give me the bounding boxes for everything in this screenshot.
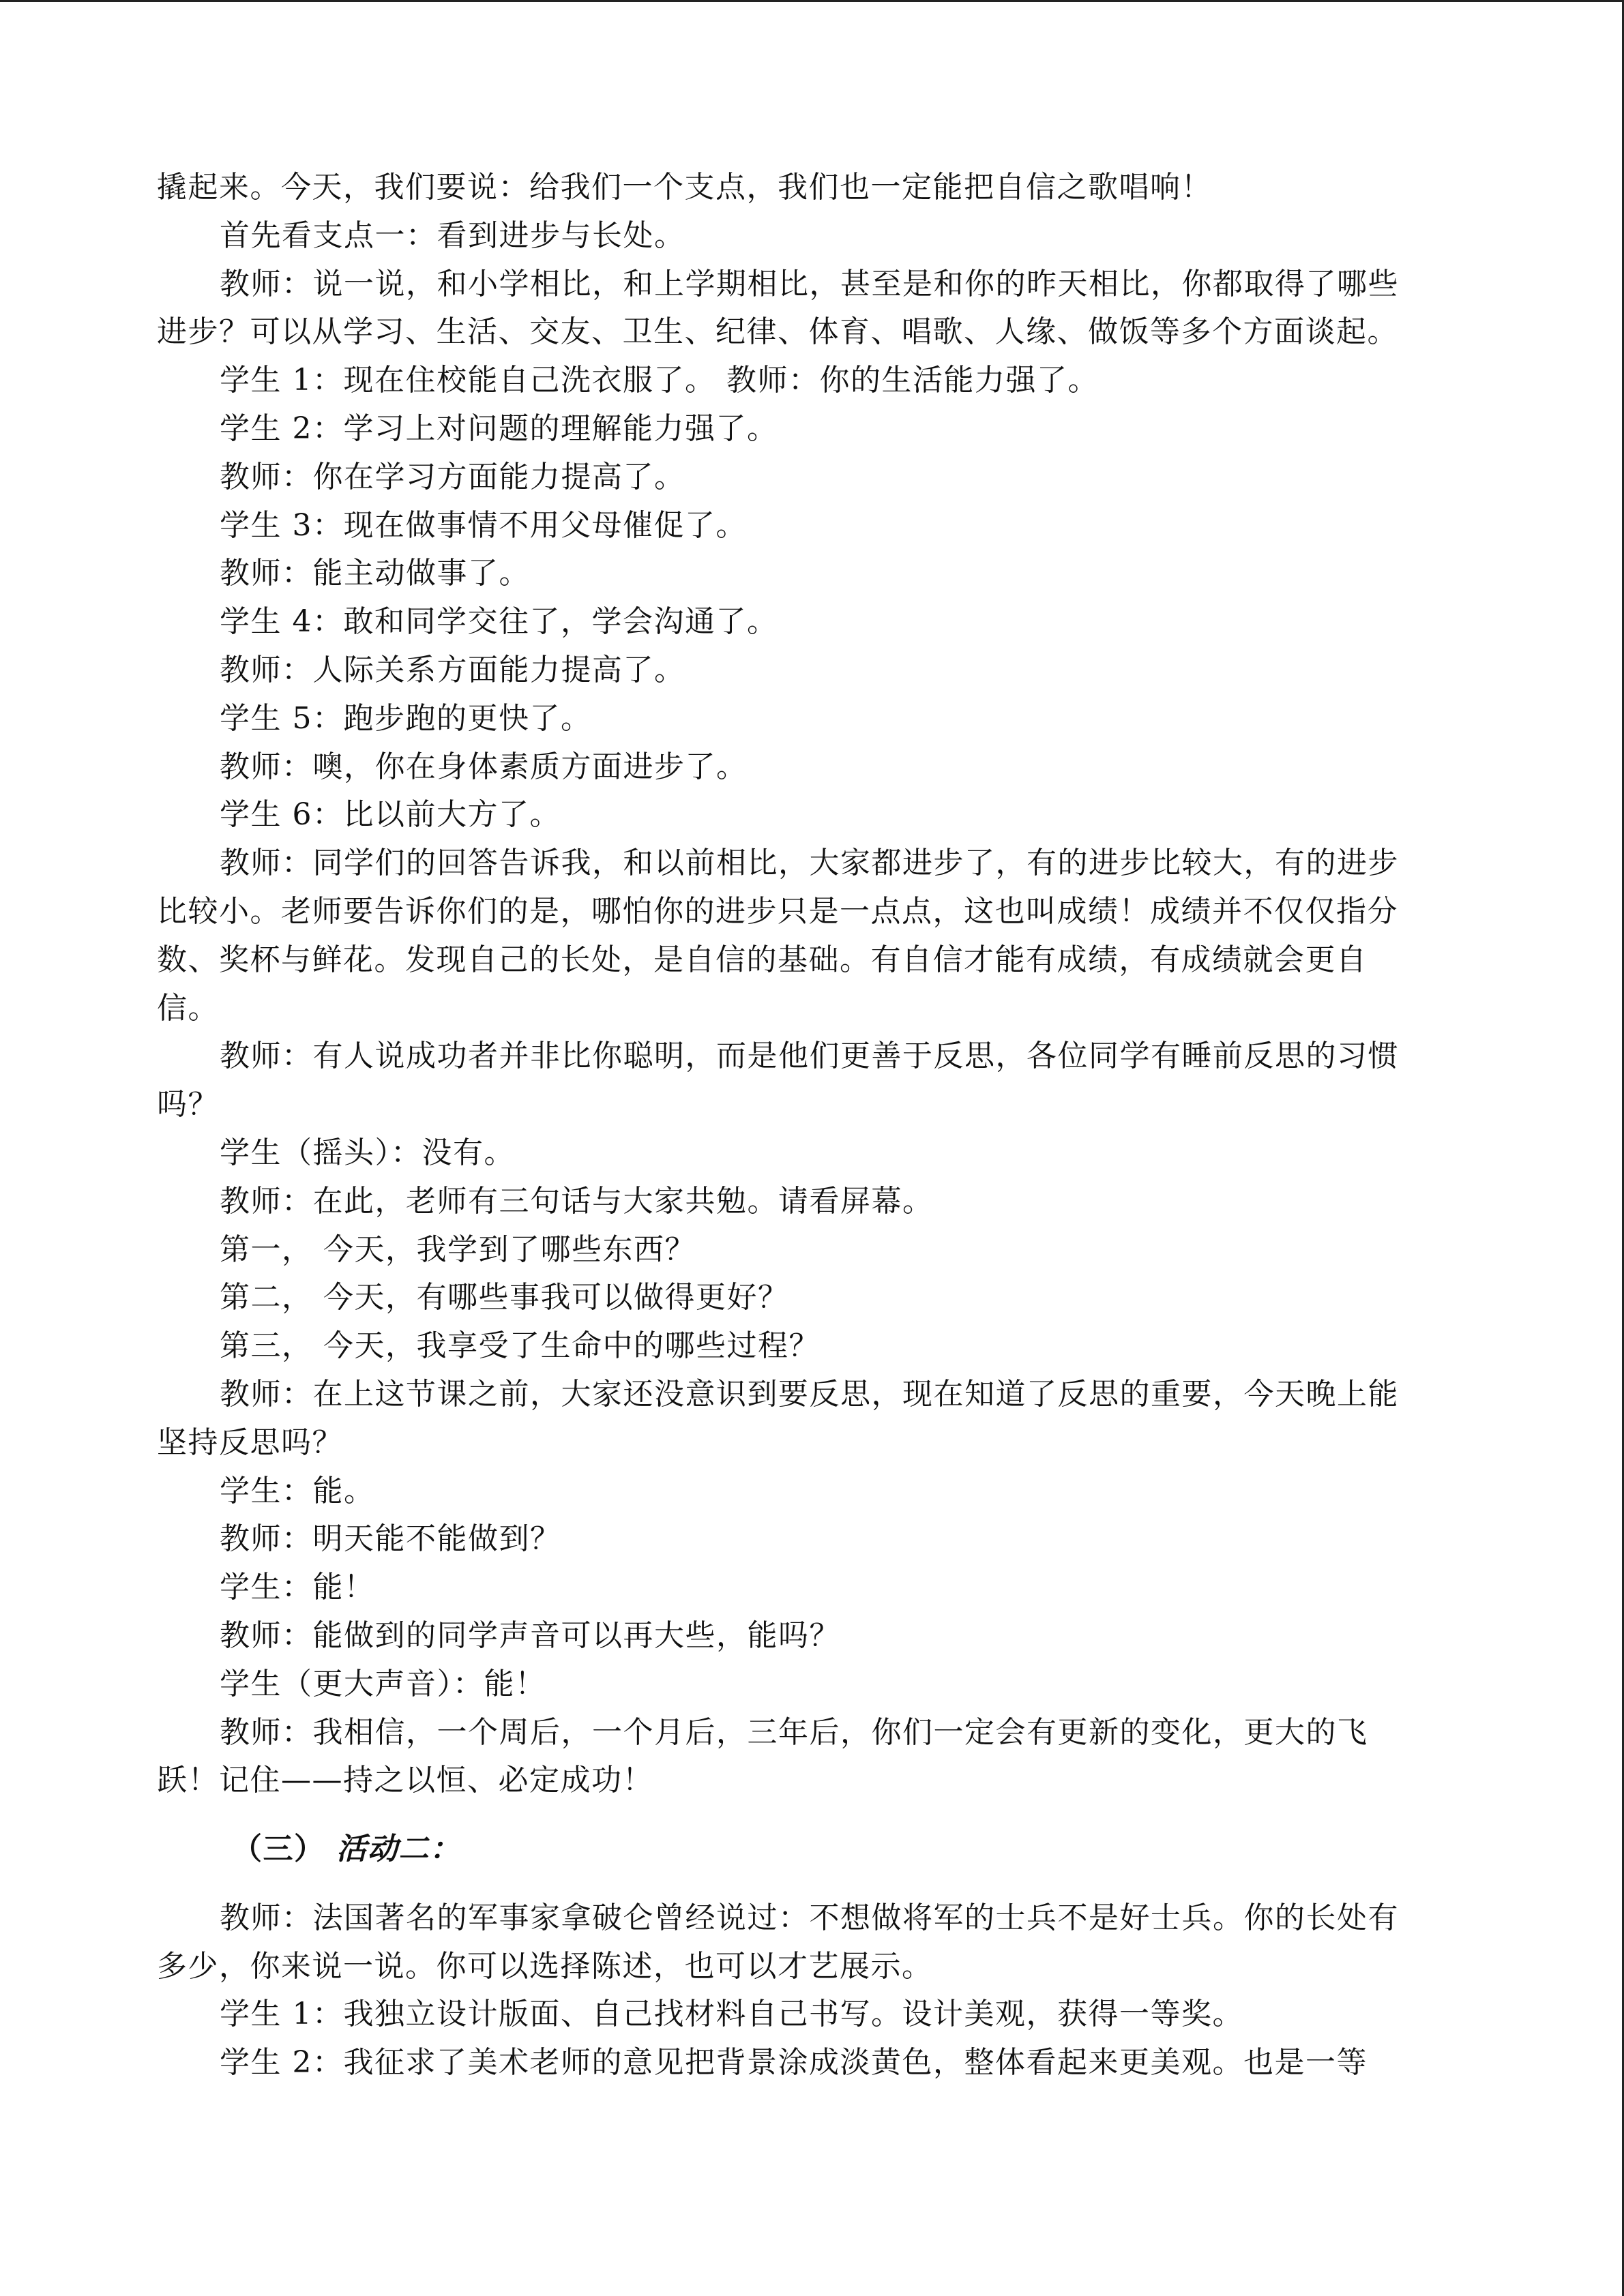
text-line: 学生 2：我征求了美术老师的意见把背景涂成淡黄色，整体看起来更美观。也是一等	[220, 2045, 1368, 2081]
text-line: 第二， 今天，有哪些事我可以做得更好？	[220, 1280, 789, 1315]
text-line: 学生 4：敢和同学交往了，学会沟通了。	[220, 604, 778, 640]
text-line: 撬起来。今天，我们要说：给我们一个支点，我们也一定能把自信之歌唱响！	[157, 170, 1212, 205]
text-line: 教师：说一说，和小学相比，和上学期相比，甚至是和你的昨天相比，你都取得了哪些	[220, 266, 1399, 301]
section-number: （三）	[232, 1832, 325, 1867]
text-line: 教师：你在学习方面能力提高了。	[220, 459, 685, 494]
text-line: 教师：能主动做事了。	[220, 556, 530, 591]
text-line: 教师：明天能不能做到？	[220, 1521, 561, 1557]
text-line: 教师：在上这节课之前，大家还没意识到要反思，现在知道了反思的重要，今天晚上能	[220, 1376, 1399, 1412]
text-line: 比较小。老师要告诉你们的是，哪怕你的进步只是一点点，这也叫成绩！成绩并不仅仅指分	[157, 893, 1398, 929]
text-line: 信。	[157, 990, 219, 1026]
paragraph-block	[157, 1894, 1466, 2087]
text-line: 教师：法国著名的军事家拿破仑曾经说过：不想做将军的士兵不是好士兵。你的长处有	[220, 1900, 1399, 1935]
text-line: 进步？可以从学习、生活、交友、卫生、纪律、体育、唱歌、人缘、做饭等多个方面谈起。	[157, 314, 1398, 350]
text-line: 首先看支点一：看到进步与长处。	[220, 218, 685, 253]
text-line: 学生 5：跑步跑的更快了。	[220, 700, 592, 736]
text-line: 教师：能做到的同学声音可以再大些，能吗？	[220, 1617, 840, 1653]
text-line: 教师：同学们的回答告诉我，和以前相比，大家都进步了，有的进步比较大，有的进步	[220, 846, 1399, 881]
section-heading	[157, 1825, 1466, 1874]
text-line: 坚持反思吗？	[157, 1425, 343, 1460]
text-line: 学生 3：现在做事情不用父母催促了。	[220, 507, 747, 543]
text-line: 第一， 今天，我学到了哪些东西？	[220, 1232, 696, 1267]
text-line: 吗？	[157, 1087, 219, 1122]
text-line: 教师：有人说成功者并非比你聪明，而是他们更善于反思，各位同学有睡前反思的习惯	[220, 1039, 1399, 1074]
text-line: 学生（摇头）：没有。	[220, 1135, 515, 1170]
text-line: 学生：能！	[220, 1570, 375, 1605]
text-line: 数、奖杯与鲜花。发现自己的长处，是自信的基础。有自信才能有成绩，有成绩就会更自	[157, 942, 1368, 977]
text-line: 学生 1：我独立设计版面、自己找材料自己书写。设计美观，获得一等奖。	[220, 1997, 1243, 2032]
text-line: 学生 6：比以前大方了。	[220, 797, 561, 833]
text-line: 教师：人际关系方面能力提高了。	[220, 652, 685, 687]
text-line: 学生 2：学习上对问题的理解能力强了。	[220, 411, 778, 446]
paragraph-block	[157, 164, 1466, 1805]
text-line: 学生（更大声音）：能！	[220, 1666, 546, 1701]
text-line: 教师：噢，你在身体素质方面进步了。	[220, 749, 748, 784]
text-line: 跃！记住——持之以恒、必定成功！	[157, 1763, 653, 1798]
text-line: 学生：能。	[220, 1473, 375, 1508]
text-line: 第三， 今天，我享受了生命中的哪些过程？	[220, 1328, 820, 1364]
document-body	[157, 164, 1466, 2087]
section-title: 活动二：	[336, 1832, 461, 1867]
text-line: 学生 1：现在住校能自己洗衣服了。 教师：你的生活能力强了。	[220, 363, 1099, 398]
page-border-top	[0, 0, 1624, 2]
text-line: 多少，你来说一说。你可以选择陈述，也可以才艺展示。	[157, 1948, 933, 1984]
text-line: 教师：我相信，一个周后，一个月后，三年后，你们一定会有更新的变化，更大的飞	[220, 1714, 1368, 1750]
text-line: 教师：在此，老师有三句话与大家共勉。请看屏幕。	[220, 1183, 934, 1219]
